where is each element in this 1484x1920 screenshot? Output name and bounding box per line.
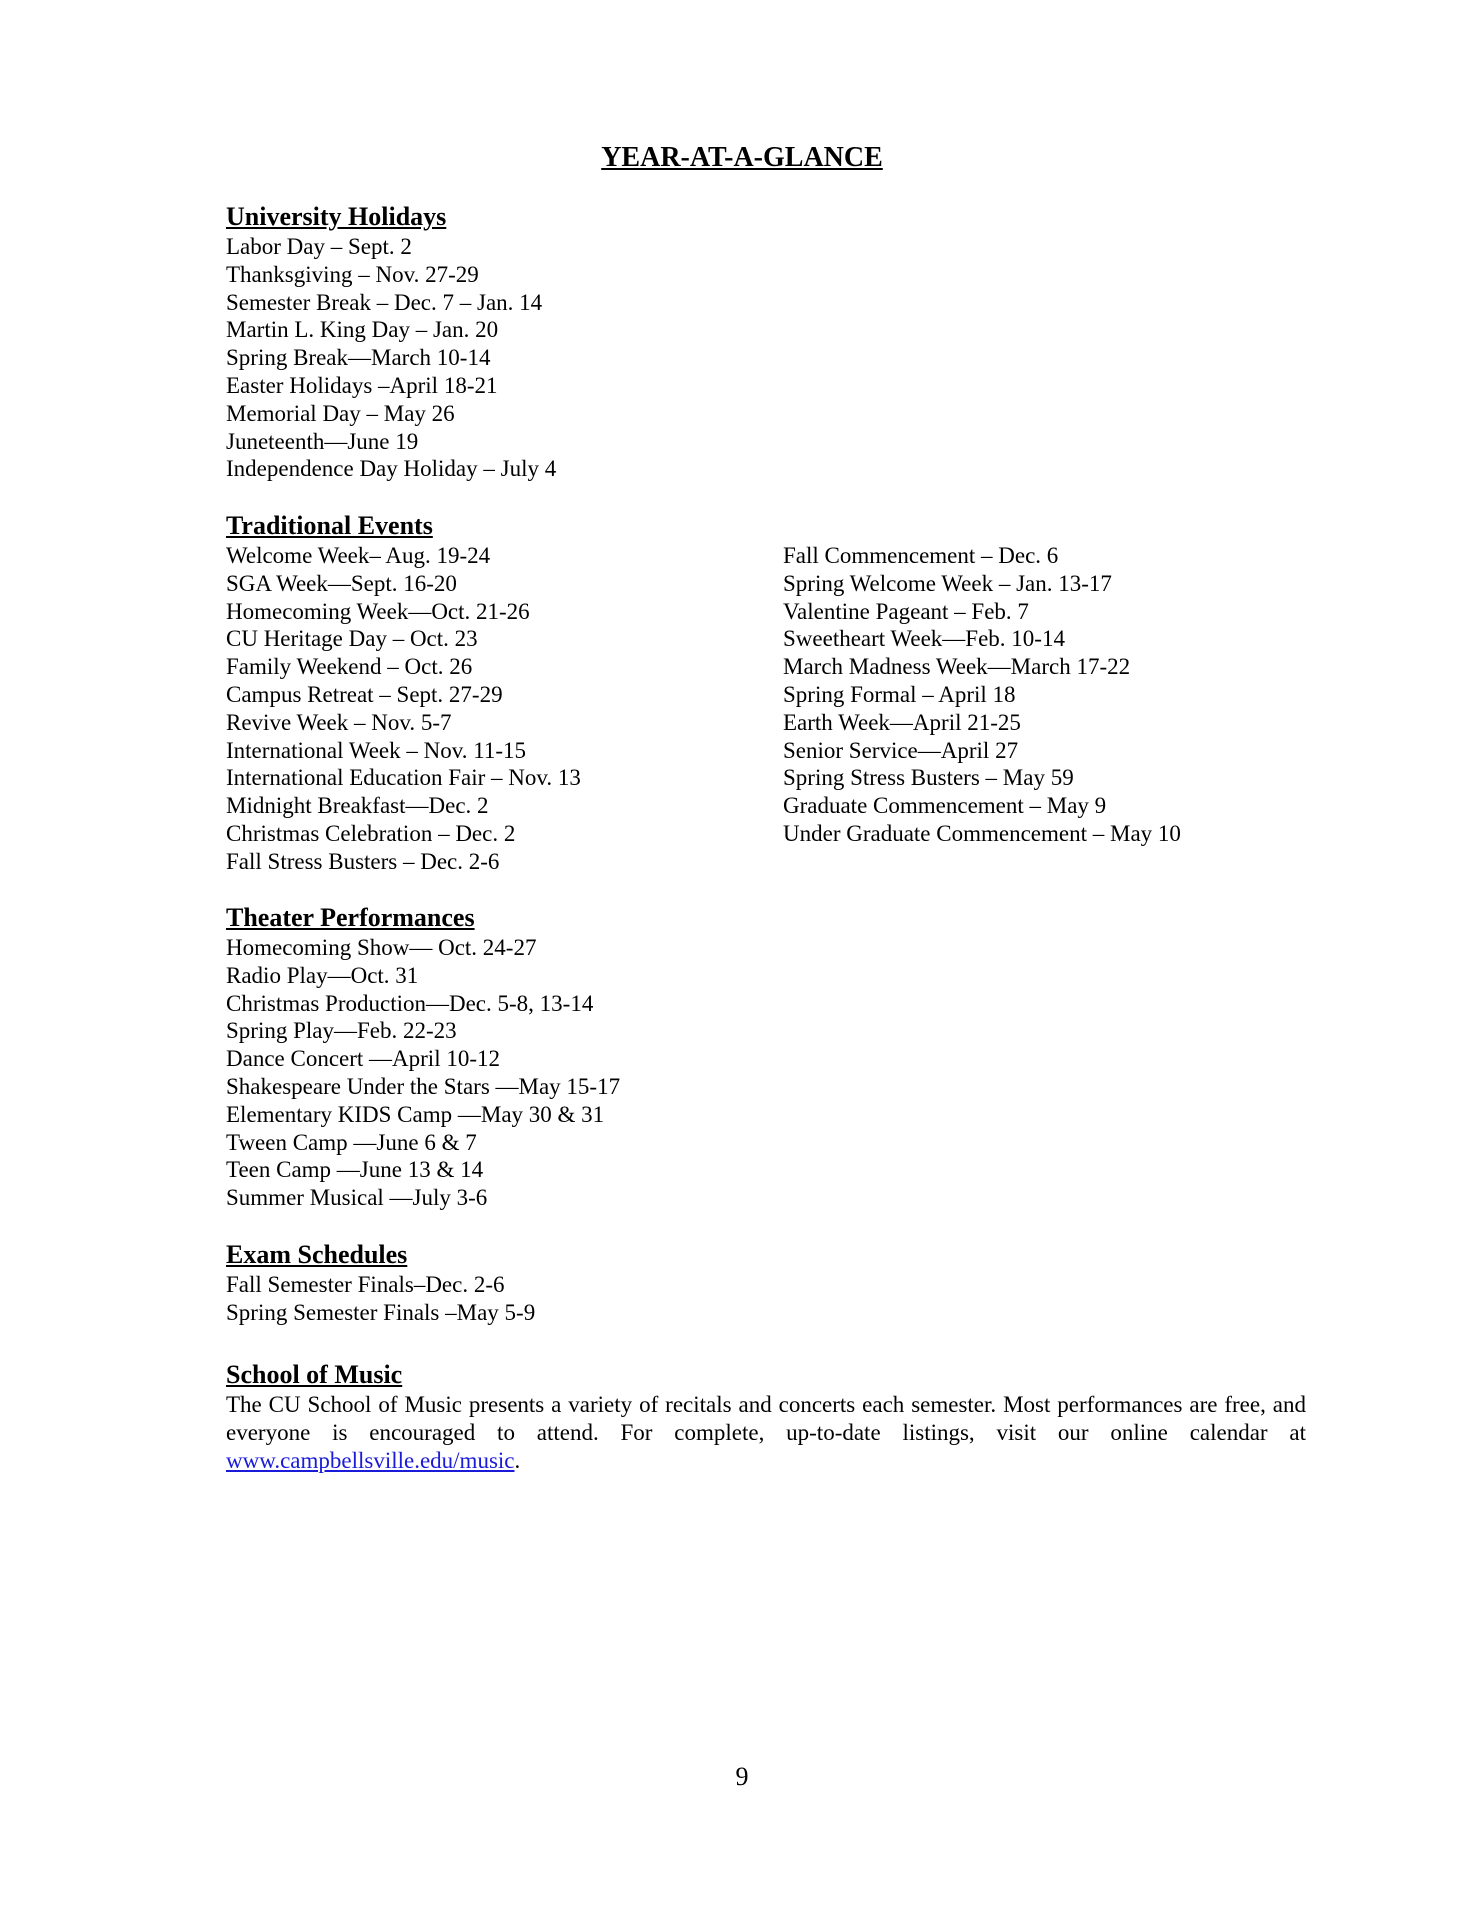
list-item: International Education Fair – Nov. 13 xyxy=(226,765,581,791)
traditional-events-right-column xyxy=(783,542,1181,848)
list-item: Welcome Week– Aug. 19-24 xyxy=(226,543,491,568)
list-item: Under Graduate Commencement – May 10 xyxy=(783,820,1181,846)
list-item: Earth Week—April 21-25 xyxy=(783,709,1021,735)
list-item: Teen Camp —June 13 & 14 xyxy=(226,1157,484,1183)
page-number: 9 xyxy=(735,1762,749,1791)
list-item: Graduate Commencement – May 9 xyxy=(783,793,1107,819)
list-item: Spring Break—March 10-14 xyxy=(226,345,491,371)
list-item: Christmas Production—Dec. 5-8, 13-14 xyxy=(226,990,594,1016)
list-item: Sweetheart Week—Feb. 10-14 xyxy=(783,626,1065,652)
page-title: YEAR-AT-A-GLANCE xyxy=(601,142,883,173)
theater-performances-list xyxy=(226,934,1306,1212)
traditional-events-heading: Traditional Events xyxy=(226,511,433,540)
list-item: Homecoming Week—Oct. 21-26 xyxy=(226,598,530,624)
school-of-music-paragraph xyxy=(226,1391,1306,1475)
list-item: International Week – Nov. 11-15 xyxy=(226,737,527,763)
school-of-music-heading: School of Music xyxy=(226,1360,403,1389)
exam-schedules-heading: Exam Schedules xyxy=(226,1240,408,1269)
exam-schedules-list xyxy=(226,1271,1306,1327)
list-item: Fall Stress Busters – Dec. 2-6 xyxy=(226,848,500,874)
list-item: Memorial Day – May 26 xyxy=(226,400,455,426)
list-item: Valentine Pageant – Feb. 7 xyxy=(783,598,1029,624)
list-item: Spring Stress Busters – May 59 xyxy=(783,765,1074,791)
list-item: Tween Camp —June 6 & 7 xyxy=(226,1129,477,1155)
list-item: Senior Service—April 27 xyxy=(783,737,1019,763)
list-item: Christmas Celebration – Dec. 2 xyxy=(226,820,516,846)
school-of-music-text: The CU School of Music presents a variety of recitals and concerts each semester. Most performances are free, and everyone is encouraged to attend. For complete, up-to-date listings, visit our online calendar at xyxy=(226,1392,1306,1445)
list-item: Semester Break – Dec. 7 – Jan. 14 xyxy=(226,289,543,315)
list-item: Spring Play—Feb. 22-23 xyxy=(226,1018,457,1044)
university-holidays-heading: University Holidays xyxy=(226,202,447,231)
list-item: SGA Week—Sept. 16-20 xyxy=(226,570,457,596)
exam-schedules-section xyxy=(226,1240,1306,1327)
list-item: Spring Formal – April 18 xyxy=(783,681,1016,707)
list-item: Labor Day – Sept. 2 xyxy=(226,234,412,259)
list-item: Spring Welcome Week – Jan. 13-17 xyxy=(783,570,1112,596)
school-of-music-trailing: . xyxy=(514,1448,521,1473)
list-item: Juneteenth—June 19 xyxy=(226,428,419,454)
list-item: Thanksgiving – Nov. 27-29 xyxy=(226,261,479,287)
list-item: Midnight Breakfast—Dec. 2 xyxy=(226,793,489,819)
list-item: Easter Holidays –April 18-21 xyxy=(226,372,498,398)
school-of-music-section xyxy=(226,1360,1306,1475)
music-calendar-link[interactable]: www.campbellsville.edu/music xyxy=(226,1448,515,1473)
list-item: Elementary KIDS Camp —May 30 & 31 xyxy=(226,1101,605,1127)
list-item: Radio Play—Oct. 31 xyxy=(226,962,419,988)
list-item: Dance Concert —April 10-12 xyxy=(226,1046,501,1072)
theater-performances-section xyxy=(226,903,1306,1212)
theater-performances-heading: Theater Performances xyxy=(226,903,475,932)
list-item: CU Heritage Day – Oct. 23 xyxy=(226,626,478,652)
list-item: Summer Musical —July 3-6 xyxy=(226,1185,488,1211)
list-item: Family Weekend – Oct. 26 xyxy=(226,654,473,680)
traditional-events-left-column xyxy=(226,542,581,876)
list-item: March Madness Week—March 17-22 xyxy=(783,654,1131,680)
list-item: Spring Semester Finals –May 5-9 xyxy=(226,1299,536,1325)
list-item: Campus Retreat – Sept. 27-29 xyxy=(226,681,503,707)
list-item: Revive Week – Nov. 5-7 xyxy=(226,709,452,735)
list-item: Homecoming Show— Oct. 24-27 xyxy=(226,935,537,960)
list-item: Independence Day Holiday – July 4 xyxy=(226,456,557,482)
list-item: Martin L. King Day – Jan. 20 xyxy=(226,317,499,343)
list-item: Fall Commencement – Dec. 6 xyxy=(783,543,1059,568)
list-item: Shakespeare Under the Stars —May 15-17 xyxy=(226,1073,621,1099)
university-holidays-section xyxy=(226,202,1306,483)
traditional-events-section xyxy=(226,511,1306,881)
list-item: Fall Semester Finals–Dec. 2-6 xyxy=(226,1272,505,1297)
university-holidays-list xyxy=(226,233,1306,483)
